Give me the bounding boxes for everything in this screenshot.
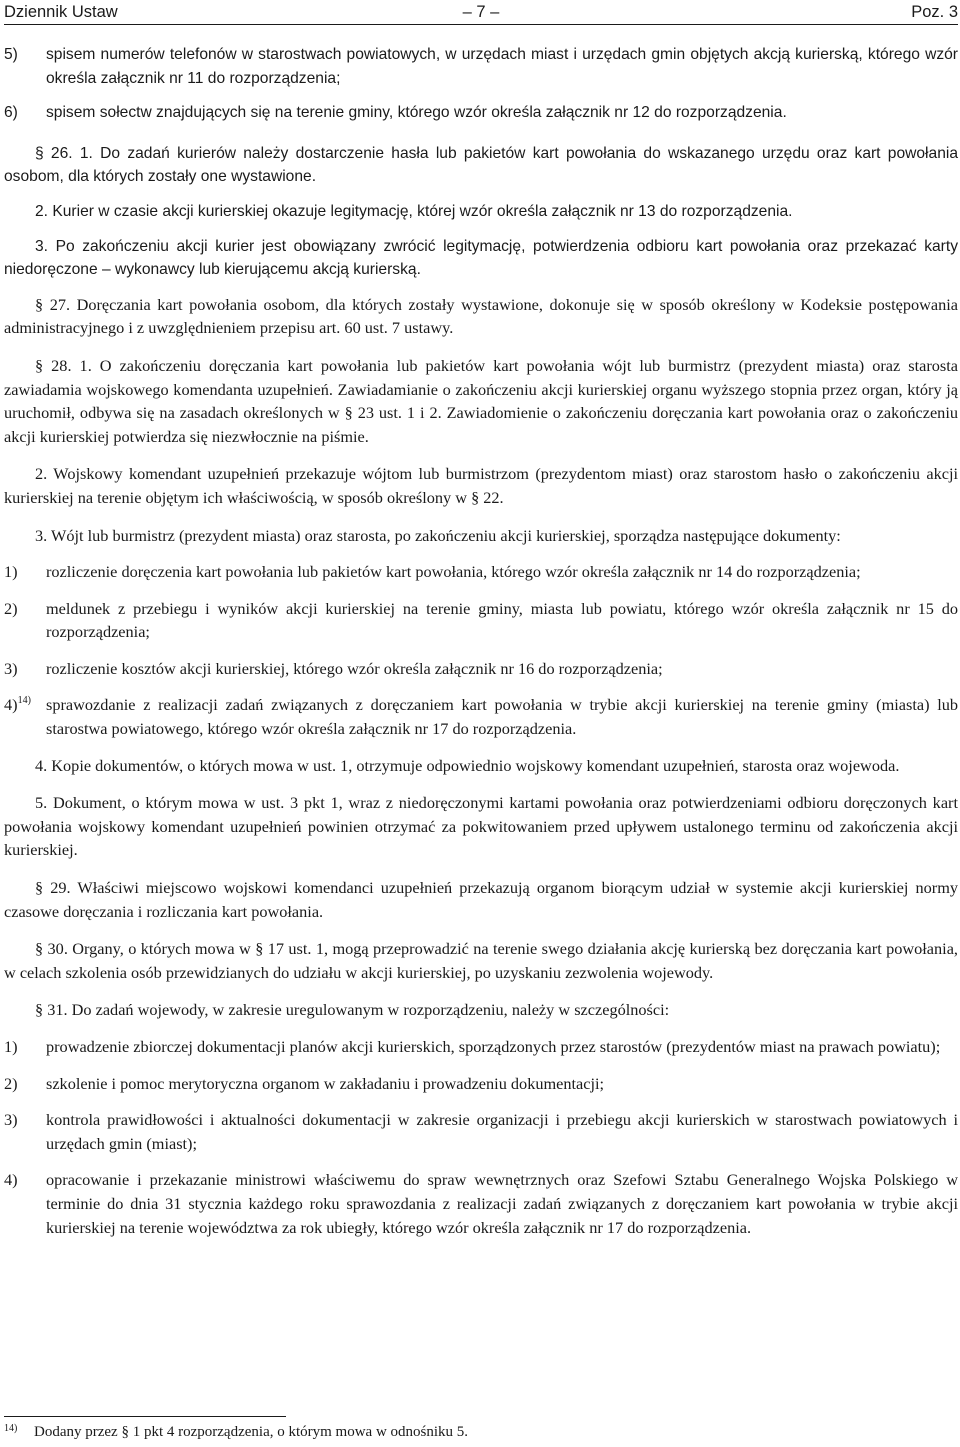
footnote-text: Dodany przez § 1 pkt 4 rozporządzenia, o którym mowa w odnośniku 5. xyxy=(34,1424,469,1440)
section-30-paragraph: § 30. Organy, o których mowa w § 17 ust. 1, mogą przeprowadzić na terenie swego działania akcję kurierską bez doręczania kart powołania, w celach szkolenia osób przewidzianych do udziału w akcji kurierskiej, po uzyskaniu zezwolenia wojewody. xyxy=(4,939,958,982)
list-item-text: spisem numerów telefonów w starostwach powiatowych, w urzędach miast i urzędach gmin objętych akcją kurierską, którego wzór określa załącznik nr 11 do rozporządzenia; xyxy=(46,46,958,87)
list-item-text: sprawozdanie z realizacji zadań związanych z doręczaniem kart powołania w trybie akcji kurierskiej na terenie gminy (miasta) lub starostwa powiatowego, którego wzór określa załącznik nr 17 do rozporządzenia. xyxy=(46,695,958,739)
list-item xyxy=(4,1168,958,1239)
list-item-text: opracowanie i przekazanie ministrowi właściwemu do spraw wewnętrznych oraz Szefowi Sztabu Generalnego Wojska Polskiego w terminie do dnia 31 stycznia każdego roku sprawozdania z realizacji zadań związanych z doręczaniem kart powołania w trybie akcji kurierskiej na terenie województwa za rok ubiegły, którego wzór określa załącznik nr 17 do rozporządzenia. xyxy=(46,1170,958,1237)
section-31-intro: § 31. Do zadań wojewody, w zakresie uregulowanym w rozporządzeniu, należy w szczególności: xyxy=(35,1000,670,1020)
list-item-number: 6) xyxy=(4,104,18,122)
list-item-number xyxy=(4,693,31,717)
list-item-text: spisem sołectw znajdujących się na terenie gminy, którego wzór określa załącznik nr 12 do rozporządzenia. xyxy=(46,104,787,122)
list-item xyxy=(4,657,958,681)
section-26-paragraph-1: § 26. 1. Do zadań kurierów należy dostarczenie hasła lub pakietów kart powołania do wskazanego urzędu oraz kart powołania osobom, dla których zostały one wystawione. xyxy=(4,144,958,186)
list-item-text: kontrola prawidłowości i aktualności dokumentacji w zakresie organizacji i przebiegu akcji kurierskich w starostwach powiatowych i urzędach gmin (miast); xyxy=(46,1110,958,1153)
document-body xyxy=(4,43,958,1239)
section-29-paragraph: § 29. Właściwi miejscowo wojskowi komendanci uzupełnień przekazują organom biorącym udział w systemie akcji kurierskiej normy czasowe doręczania i rozliczania kart powołania. xyxy=(4,878,958,921)
list-item-number: 1) xyxy=(4,1037,18,1056)
section-26-paragraph-3: 3. Po zakończeniu akcji kurier jest obowiązany zwrócić legitymację, potwierdzenia odbioru kart powołania oraz przekazać karty niedoręczone – wykonawcy lub kierującemu akcją kurierską. xyxy=(4,237,958,279)
section-26-paragraph-2: 2. Kurier w czasie akcji kurierskiej okazuje legitymację, której wzór określa załącznik nr 13 do rozporządzenia. xyxy=(35,202,793,220)
list-item-text: prowadzenie zbiorczej dokumentacji planów akcji kurierskich, sporządzonych przez starostów (prezydentów miast na prawach powiatu); xyxy=(46,1037,941,1056)
list-item xyxy=(4,101,958,125)
list-item xyxy=(4,1072,958,1096)
footnote: 14) Dodany przez § 1 pkt 4 rozporządzenia, o którym mowa w odnośniku 5. xyxy=(4,1423,469,1440)
document-page xyxy=(4,0,958,1440)
list-item-number: 5) xyxy=(4,46,18,63)
list-item-text: rozliczenie kosztów akcji kurierskiej, którego wzór określa załącznik nr 16 do rozporządzenia; xyxy=(46,658,663,678)
list-item-number: 2) xyxy=(4,598,18,618)
footnote-reference: 14) xyxy=(17,695,31,707)
page-number: – 7 – xyxy=(462,3,500,21)
list-item-number-text: 4) xyxy=(4,695,18,715)
section-28-paragraph-1: § 28. 1. O zakończeniu doręczania kart powołania lub pakietów kart powołania wójt lub burmistrz (prezydent miasta) oraz starosta zawiadamia wojskowego komendanta uzupełnień. Zawiadamianie o zakończeniu akcji kurierskiej organu wyższego stopnia przez organ, który ją uruchomił, odbywa się na zasadach określonych w § 23 ust. 1 i 2. Zawiadomienie o zakończeniu doręczania kart powołania oraz o zakończeniu akcji kurierskiej potwierdza się niezwłocznie na piśmie. xyxy=(4,355,958,446)
list-item-number: 3) xyxy=(4,1110,18,1130)
list-item xyxy=(4,43,958,90)
list-item xyxy=(4,1035,958,1059)
list-item xyxy=(4,560,958,584)
section-28-paragraph-4: 4. Kopie dokumentów, o których mowa w ust. 1, otrzymuje odpowiednio wojskowy komendant uzupełnień, starosta oraz wojewoda. xyxy=(35,755,900,775)
list-item-text: meldunek z przebiegu i wyników akcji kurierskiej na terenie gminy, miasta lub powiatu, którego wzór określa załącznik nr 15 do rozporządzenia; xyxy=(46,598,958,642)
list-item-number: 1) xyxy=(4,562,18,582)
section-28-paragraph-5: 5. Dokument, o którym mowa w ust. 3 pkt 1, wraz z niedoręczonymi kartami powołania oraz potwierdzeniami odbioru doręczonych kart powołania wojskowy komendant uzupełnień powinien otrzymać za pokwitowaniem przed upływem ustalonego terminu od zakończenia akcji kurierskiej. xyxy=(4,793,958,860)
footnote-divider xyxy=(4,1416,286,1417)
list-item-number: 4) xyxy=(4,1170,18,1190)
list-item-number: 2) xyxy=(4,1073,18,1093)
section-28-paragraph-3: 3. Wójt lub burmistrz (prezydent miasta) oraz starosta, po zakończeniu akcji kurierskiej, sporządza następujące dokumenty: xyxy=(35,525,841,545)
section-27-paragraph: § 27. Doręczania kart powołania osobom, dla których zostały wystawione, dokonuje się w sposób określony w Kodeksie postępowania administracyjnego i z uwzględnieniem przepisu art. 60 ust. 7 ustawy. xyxy=(4,294,958,338)
list-item xyxy=(4,597,958,644)
list-item xyxy=(4,1108,958,1155)
journal-title: Dziennik Ustaw xyxy=(4,3,118,21)
list-item-number: 3) xyxy=(4,658,18,678)
list-item-text: rozliczenie doręczenia kart powołania lub pakietów kart powołania, którego wzór określa załącznik nr 14 do rozporządzenia; xyxy=(46,562,861,582)
list-item xyxy=(4,693,958,740)
running-header xyxy=(4,0,958,25)
list-item-text: szkolenie i pomoc merytoryczna organom w zakładaniu i prowadzeniu dokumentacji; xyxy=(46,1073,605,1093)
position-number: Poz. 3 xyxy=(911,3,958,21)
section-28-paragraph-2: 2. Wojskowy komendant uzupełnień przekazuje wójtom lub burmistrzom (prezydentom miast) oraz starostom hasło o zakończeniu akcji kurierskiej na terenie objętym ich właściwością, w sposób określony w § 22. xyxy=(4,464,958,507)
